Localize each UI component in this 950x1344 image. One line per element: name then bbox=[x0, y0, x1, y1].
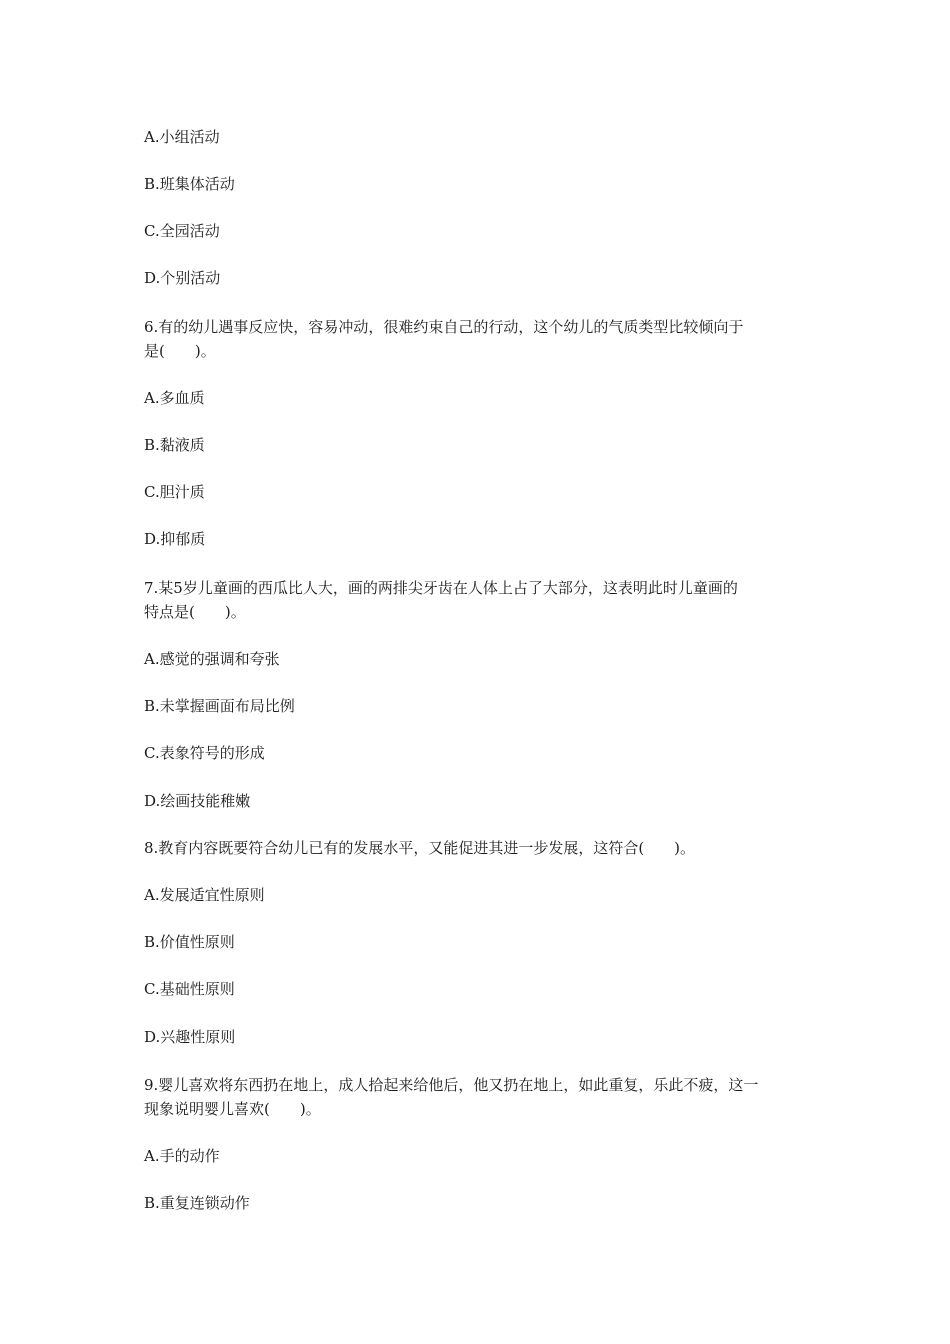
q6-option-b: B.黏液质 bbox=[144, 436, 205, 454]
q8-option-b: B.价值性原则 bbox=[144, 933, 235, 951]
q8-stem-line1: 8.教育内容既要符合幼儿已有的发展水平，又能促进其进一步发展，这符合( )。 bbox=[144, 839, 696, 857]
q6-option-d: D.抑郁质 bbox=[144, 530, 206, 548]
q5-option-a: A.小组活动 bbox=[144, 128, 220, 146]
q9-stem-line1: 9.婴儿喜欢将东西扔在地上，成人拾起来给他后，他又扔在地上，如此重复，乐此不疲，这一 bbox=[144, 1076, 759, 1094]
q7-option-d: D.绘画技能稚嫩 bbox=[144, 792, 251, 810]
q5-option-b: B.班集体活动 bbox=[144, 175, 235, 193]
q8-option-a: A.发展适宜性原则 bbox=[144, 886, 265, 904]
q7-stem-line2: 特点是( )。 bbox=[144, 603, 246, 621]
q7-stem-line1: 7.某5岁儿童画的西瓜比人大，画的两排尖牙齿在人体上占了大部分，这表明此时儿童画的 bbox=[144, 579, 738, 597]
q7-option-b: B.未掌握画面布局比例 bbox=[144, 697, 295, 715]
q9-option-a: A.手的动作 bbox=[144, 1147, 220, 1165]
q5-option-c: C.全园活动 bbox=[144, 222, 220, 240]
q6-stem-line1: 6.有的幼儿遇事反应快，容易冲动，很难约束自己的行动，这个幼儿的气质类型比较倾向于 bbox=[144, 318, 744, 336]
q8-option-c: C.基础性原则 bbox=[144, 980, 235, 998]
q6-option-c: C.胆汁质 bbox=[144, 483, 205, 501]
q6-option-a: A.多血质 bbox=[144, 389, 205, 407]
q7-option-a: A.感觉的强调和夸张 bbox=[144, 650, 280, 668]
q9-option-b: B.重复连锁动作 bbox=[144, 1194, 250, 1212]
q5-option-d: D.个别活动 bbox=[144, 269, 221, 287]
q9-stem-line2: 现象说明婴儿喜欢( )。 bbox=[144, 1100, 321, 1118]
q8-option-d: D.兴趣性原则 bbox=[144, 1028, 236, 1046]
q6-stem-line2: 是( )。 bbox=[144, 342, 216, 360]
q7-option-c: C.表象符号的形成 bbox=[144, 744, 265, 762]
